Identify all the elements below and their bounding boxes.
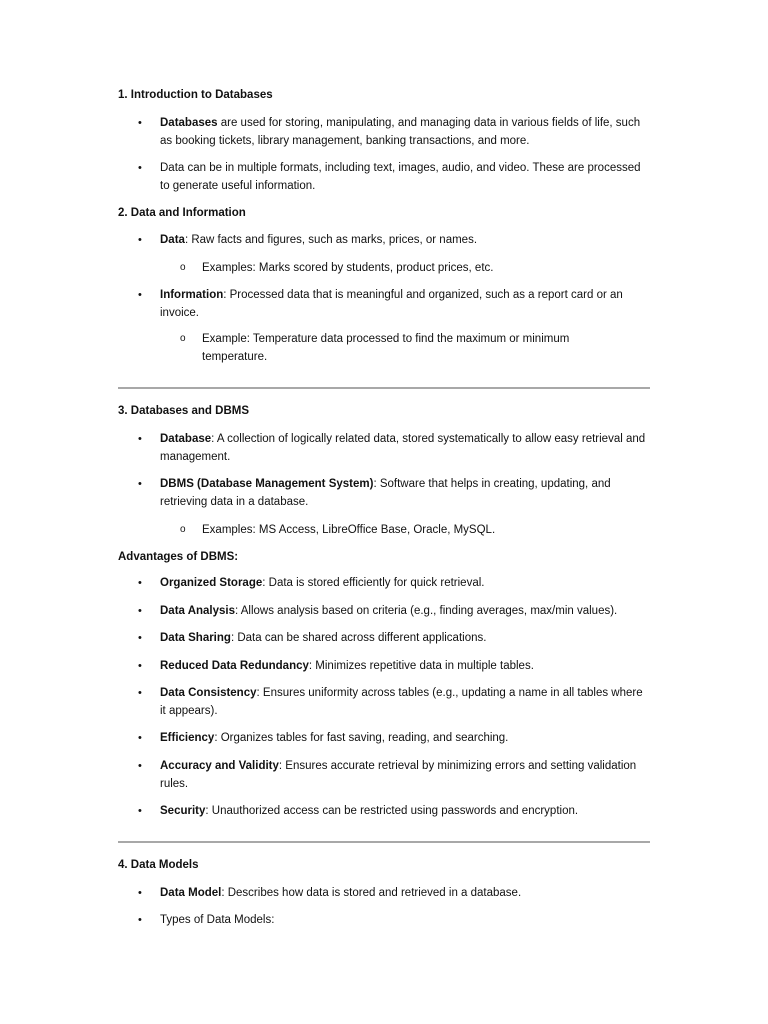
bullet-icon: • bbox=[138, 289, 142, 301]
list-item-text bbox=[160, 685, 650, 720]
circle-bullet-icon: o bbox=[180, 262, 186, 273]
list-item-text bbox=[160, 232, 650, 250]
definition: : Describes how data is stored and retrieved in a database. bbox=[221, 887, 522, 899]
term: DBMS (Database Management System) bbox=[160, 478, 374, 490]
list-item-text bbox=[160, 575, 650, 593]
term: Database bbox=[160, 433, 212, 445]
list-item-text bbox=[160, 476, 650, 511]
term: Efficiency bbox=[160, 732, 215, 744]
list-item-text bbox=[160, 758, 650, 793]
list-item-text bbox=[160, 603, 650, 621]
term: Databases bbox=[160, 117, 218, 129]
section-heading-introduction: 1. Introduction to Databases bbox=[118, 89, 273, 101]
term: Reduced Data Redundancy bbox=[160, 660, 309, 672]
sub-list-item-text: Example: Temperature data processed to find the maximum or minimum temperature. bbox=[202, 333, 570, 363]
sub-list-item-text: Examples: Marks scored by students, product prices, etc. bbox=[202, 262, 494, 274]
definition: : Unauthorized access can be restricted using passwords and encryption. bbox=[205, 805, 579, 817]
definition: : Ensures accurate retrieval by minimizing errors and setting validation rules. bbox=[160, 760, 637, 790]
list-item-text bbox=[160, 885, 650, 903]
term: Organized Storage bbox=[160, 577, 263, 589]
term: Accuracy and Validity bbox=[160, 760, 279, 772]
term: Data Consistency bbox=[160, 687, 257, 699]
definition: are used for storing, manipulating, and managing data in various fields of life, such as booking tickets, library management, banking transactions, and more. bbox=[160, 117, 641, 147]
bullet-icon: • bbox=[138, 117, 142, 129]
term: Security bbox=[160, 805, 206, 817]
circle-bullet-icon: o bbox=[180, 524, 186, 535]
list-item-text bbox=[160, 115, 650, 150]
definition: : Raw facts and figures, such as marks, prices, or names. bbox=[184, 234, 478, 246]
term: Data Sharing bbox=[160, 632, 231, 644]
bullet-icon: • bbox=[138, 687, 142, 699]
list-item-text bbox=[160, 658, 650, 676]
sub-list-item-text: Examples: MS Access, LibreOffice Base, Oracle, MySQL. bbox=[202, 524, 496, 536]
definition: : Processed data that is meaningful and organized, such as a report card or an invoice. bbox=[160, 289, 623, 319]
horizontal-divider bbox=[118, 841, 650, 843]
bullet-icon: • bbox=[138, 805, 142, 817]
advantages-heading: Advantages of DBMS: bbox=[118, 551, 239, 563]
definition: : Minimizes repetitive data in multiple tables. bbox=[308, 660, 534, 672]
term: Data Model bbox=[160, 887, 222, 899]
list-item-text bbox=[160, 431, 650, 466]
section-heading-data-models: 4. Data Models bbox=[118, 859, 199, 871]
circle-bullet-icon: o bbox=[180, 333, 186, 344]
bullet-icon: • bbox=[138, 162, 142, 174]
definition: : Data is stored efficiently for quick retrieval. bbox=[262, 577, 485, 589]
bullet-icon: • bbox=[138, 577, 142, 589]
section-heading-databases-dbms: 3. Databases and DBMS bbox=[118, 405, 250, 417]
bullet-icon: • bbox=[138, 605, 142, 617]
list-item-text: Types of Data Models: bbox=[160, 914, 275, 926]
section-heading-data-information: 2. Data and Information bbox=[118, 207, 246, 219]
bullet-icon: • bbox=[138, 632, 142, 644]
list-item-text: Data can be in multiple formats, including text, images, audio, and video. These are processed to generate useful information. bbox=[160, 162, 641, 192]
horizontal-divider bbox=[118, 387, 650, 389]
list-item-text bbox=[160, 803, 650, 821]
bullet-icon: • bbox=[138, 760, 142, 772]
term: Data Analysis bbox=[160, 605, 235, 617]
bullet-icon: • bbox=[138, 433, 142, 445]
term: Information bbox=[160, 289, 224, 301]
definition: : Organizes tables for fast saving, reading, and searching. bbox=[214, 732, 509, 744]
bullet-icon: • bbox=[138, 914, 142, 926]
definition: : Data can be shared across different applications. bbox=[230, 632, 487, 644]
bullet-icon: • bbox=[138, 234, 142, 246]
definition: : Software that helps in creating, updating, and retrieving data in a database. bbox=[160, 478, 611, 508]
bullet-icon: • bbox=[138, 660, 142, 672]
bullet-icon: • bbox=[138, 478, 142, 490]
list-item-text bbox=[160, 730, 650, 748]
bullet-icon: • bbox=[138, 887, 142, 899]
definition: : Ensures uniformity across tables (e.g., updating a name in all tables where it appears). bbox=[160, 687, 643, 717]
definition: : A collection of logically related data, stored systematically to allow easy retrieval and management. bbox=[160, 433, 646, 463]
list-item-text bbox=[160, 630, 650, 648]
bullet-icon: • bbox=[138, 732, 142, 744]
list-item-text bbox=[160, 287, 650, 322]
term: Data bbox=[160, 234, 185, 246]
definition: : Allows analysis based on criteria (e.g., finding averages, max/min values). bbox=[235, 605, 618, 617]
